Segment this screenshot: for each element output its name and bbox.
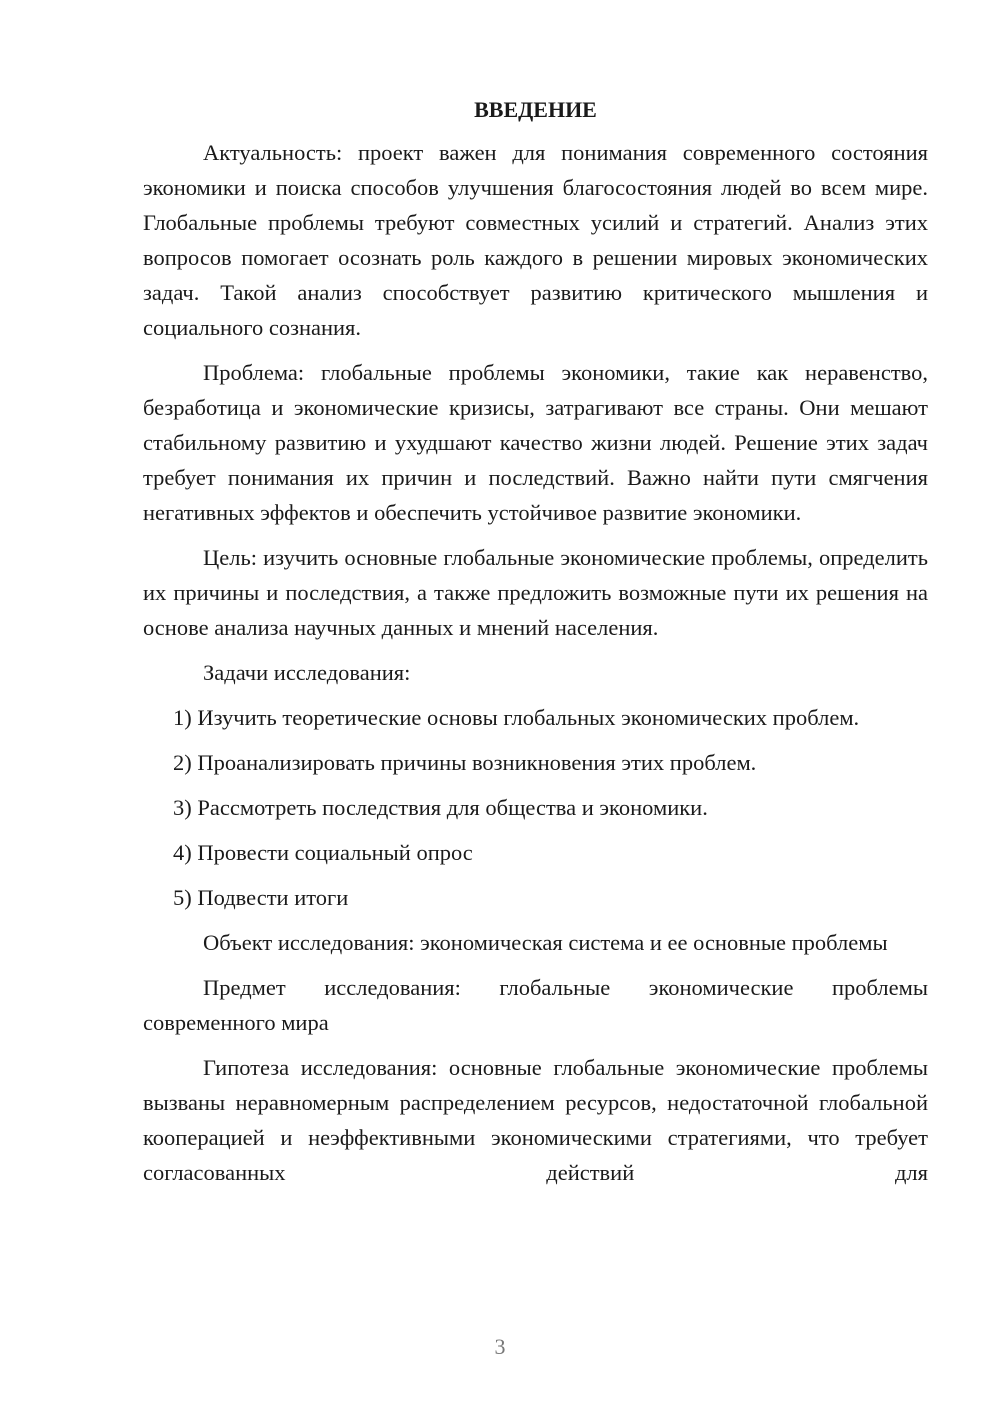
- task-item-1: 1) Изучить теоретические основы глобальных экономических проблем.: [173, 705, 860, 730]
- subject-paragraph: Предмет исследования: глобальные экономические проблемы современного мира: [143, 975, 928, 1035]
- tasks-heading: Задачи исследования:: [203, 660, 411, 685]
- goal-paragraph: Цель: изучить основные глобальные экономические проблемы, определить их причины и последствия, а также предложить возможные пути их решения на основе анализа научных данных и мнений населения.: [143, 545, 928, 640]
- task-item-5: 5) Подвести итоги: [173, 885, 349, 910]
- task-item-2: 2) Проанализировать причины возникновения этих проблем.: [173, 750, 757, 775]
- relevance-paragraph: Актуальность: проект важен для понимания современного состояния экономики и поиска способов улучшения благосостояния людей во всем мире. Глобальные проблемы требуют совместных усилий и стратегий. Анализ этих вопросов помогает осознать роль каждого в решении мировых экономических задач. Такой анализ способствует развитию критического мышления и социального сознания.: [143, 140, 928, 340]
- hypothesis-paragraph: Гипотеза исследования: основные глобальные экономические проблемы вызваны неравномерным распределением ресурсов, недостаточной глобальной кооперацией и неэффективными экономическими стратегиями, что требует согласованных действий для: [143, 1055, 928, 1185]
- page-number: 3: [494, 1334, 506, 1359]
- object-paragraph: Объект исследования: экономическая система и ее основные проблемы: [203, 930, 888, 955]
- task-item-4: 4) Провести социальный опрос: [173, 840, 473, 865]
- page-content: [143, 92, 928, 1200]
- task-item-3: 3) Рассмотреть последствия для общества и экономики.: [173, 795, 708, 820]
- problem-paragraph: Проблема: глобальные проблемы экономики, такие как неравенство, безработица и экономические кризисы, затрагивают все страны. Они мешают стабильному развитию и ухудшают качество жизни людей. Решение этих задач требует понимания их причин и последствий. Важно найти пути смягчения негативных эффектов и обеспечить устойчивое развитие экономики.: [143, 360, 928, 525]
- section-title: ВВЕДЕНИЕ: [474, 97, 597, 122]
